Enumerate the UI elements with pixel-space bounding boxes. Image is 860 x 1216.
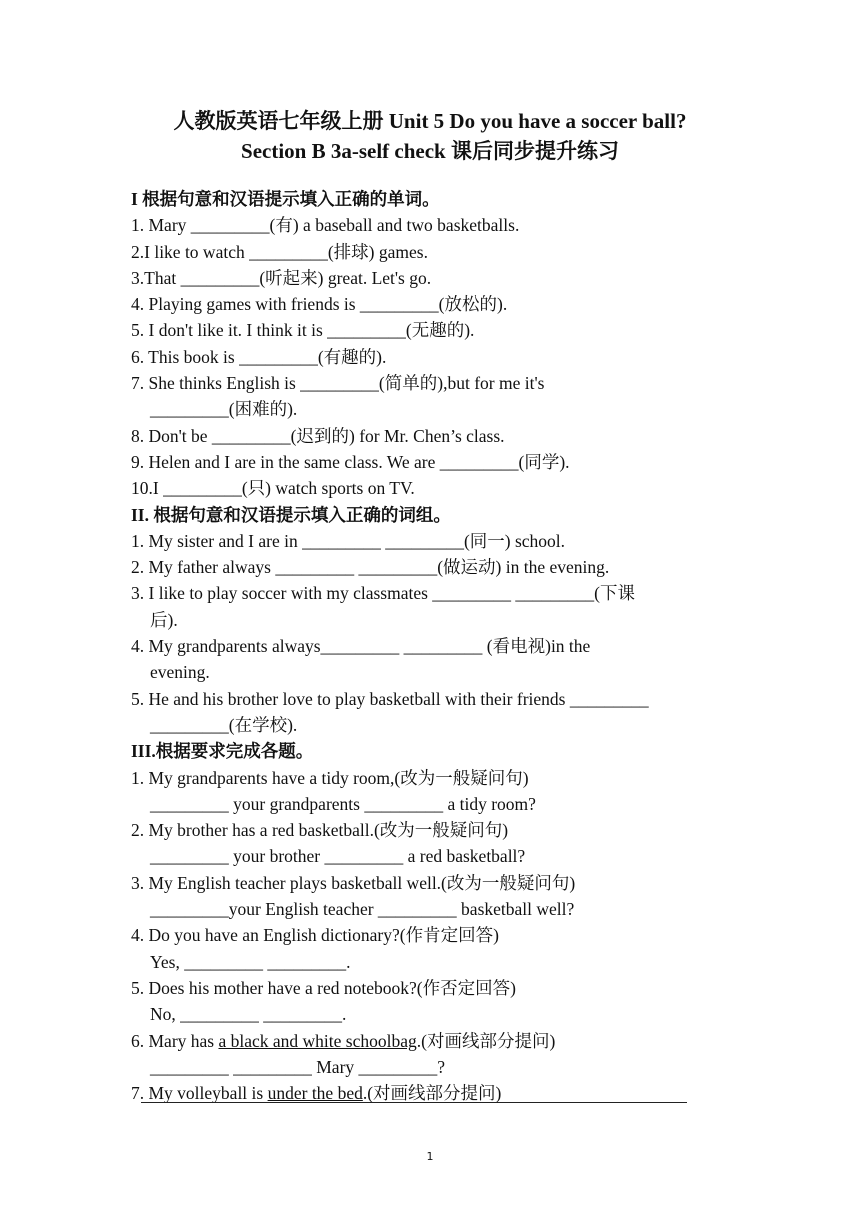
answer-rule	[141, 1102, 687, 1103]
exercise-content	[131, 186, 751, 1106]
answer-line: No, _________ _________.	[150, 1004, 347, 1025]
question-6-post: .(对画线部分提问)	[416, 1030, 556, 1051]
question-line: 3.That _________(听起来) great. Let's go.	[131, 267, 432, 288]
question-7-post: .(对画线部分提问)	[362, 1083, 502, 1104]
question-line-continued: _________(在学校).	[150, 714, 298, 735]
page-number: 1	[426, 1150, 434, 1163]
answer-line: Yes, _________ _________.	[150, 951, 351, 972]
question-line: 4. My grandparents always_________ _________ (看电视)in the	[131, 636, 591, 657]
question-line-continued: evening.	[150, 662, 210, 683]
section-2-heading: II. 根据句意和汉语提示填入正确的词组。	[131, 504, 451, 525]
title-line-1: 人教版英语七年级上册 Unit 5 Do you have a soccer ball?	[173, 109, 687, 133]
title-line-2: Section B 3a-self check 课后同步提升练习	[241, 139, 619, 163]
question-line: 3. My English teacher plays basketball well.(改为一般疑问句)	[131, 872, 576, 893]
question-7-pre: 7. My volleyball is	[131, 1083, 268, 1104]
question-6-underlined: a black and white schoolbag	[218, 1030, 417, 1051]
section-3-heading: III.根据要求完成各题。	[131, 741, 314, 762]
question-6-pre: 6. Mary has	[131, 1030, 219, 1051]
question-line-continued: _________(困难的).	[150, 399, 298, 420]
question-line: 1. Mary _________(有) a baseball and two basketballs.	[131, 215, 520, 236]
question-7-underlined: under the bed	[267, 1083, 363, 1104]
question-line: 2. My brother has a red basketball.(改为一般疑问句)	[131, 820, 509, 841]
question-line: 4. Playing games with friends is _________(放松的).	[131, 294, 508, 315]
section-1-heading: I 根据句意和汉语提示填入正确的单词。	[131, 189, 440, 209]
question-line: 9. Helen and I are in the same class. We are _________(同学).	[131, 451, 570, 472]
question-6	[131, 1028, 751, 1054]
answer-line: _________ your brother _________ a red basketball?	[150, 846, 526, 867]
question-line: 2. My father always _________ _________(做运动) in the evening.	[131, 557, 610, 578]
question-line: 10.I _________(只) watch sports on TV.	[131, 478, 415, 499]
question-line: 1. My sister and I are in _________ _________(同一) school.	[131, 530, 566, 551]
answer-line: _________ _________ Mary _________?	[150, 1056, 446, 1077]
answer-line: _________your English teacher _________ basketball well?	[150, 899, 575, 920]
answer-line: _________ your grandparents _________ a tidy room?	[150, 793, 536, 814]
question-line: 8. Don't be _________(迟到的) for Mr. Chen’s class.	[131, 425, 505, 446]
question-line: 5. Does his mother have a red notebook?(作否定回答)	[131, 977, 516, 998]
question-line-continued: 后).	[150, 609, 178, 630]
question-line: 5. I don't like it. I think it is _________(无趣的).	[131, 320, 475, 341]
question-line: 4. Do you have an English dictionary?(作肯定回答)	[131, 925, 499, 946]
question-line: 1. My grandparents have a tidy room,(改为一般疑问句)	[131, 767, 529, 788]
question-line: 7. She thinks English is _________(简单的),but for me it's	[131, 373, 545, 394]
question-line: 2.I like to watch _________(排球) games.	[131, 241, 428, 262]
question-line: 6. This book is _________(有趣的).	[131, 346, 387, 367]
question-line: 3. I like to play soccer with my classmates _________ _________(下课	[131, 583, 636, 604]
question-line: 5. He and his brother love to play basketball with their friends _________	[131, 688, 649, 709]
